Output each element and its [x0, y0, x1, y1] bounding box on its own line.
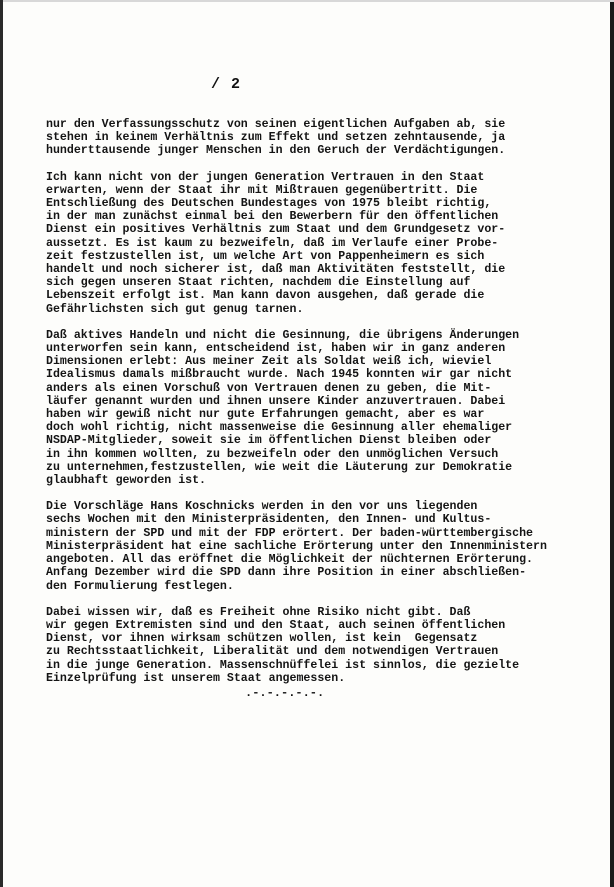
text-line: Die Vorschläge Hans Koschnicks werden in den vor uns liegenden: [46, 500, 478, 514]
text-line: Anfang Dezember wird die SPD dann ihre Position in einer abschließen-: [46, 566, 527, 580]
text-line: zeit festzustellen ist, um welche Art von Pappenheimern es sich: [46, 249, 485, 263]
text-line: sechs Wochen mit den Ministerpräsidenten, den Innen- und Kultus-: [46, 513, 492, 527]
text-line: Dienst ein positives Verhältnis zum Staat und dem Grundgesetz vor-: [46, 223, 506, 237]
text-line: nur den Verfassungsschutz von seinen eigentlichen Aufgaben ab, sie: [46, 118, 506, 131]
text-line: sich gegen unseren Staat richten, nachdem die Einstellung auf: [46, 276, 471, 290]
text-line: zu unternehmen,festzustellen, wie weit die Läuterung zur Demokratie: [46, 460, 513, 474]
text-line: Gefährlichsten sich gut genug tarnen.: [46, 302, 304, 316]
text-line: ministern der SPD und mit der FDP erörtert. Der baden-württembergische: [46, 526, 534, 540]
text-line: in ihn kommen wollten, zu bezweifeln oder den unmöglichen Versuch: [46, 447, 499, 461]
text-line: Idealismus damals mißbraucht wurde. Nach 1945 konnten wir gar nicht: [46, 368, 513, 382]
text-line: aussetzt. Es ist kaum zu bezweifeln, daß im Verlaufe einer Probe-: [46, 236, 499, 250]
end-of-document-mark: .-.-.-.-.-.: [245, 686, 325, 700]
text-line: glaubhaft geworden ist.: [46, 474, 207, 488]
text-line: hunderttausende junger Menschen in den Geruch der Verdächtigungen.: [46, 144, 506, 158]
page-number: / 2: [211, 76, 242, 93]
text-line: in die junge Generation. Massenschnüffelei ist sinnlos, die gezielte: [46, 658, 520, 672]
text-line: unterworfen sein kann, entscheidend ist, haben wir in ganz anderen: [46, 342, 506, 356]
text-line: Ministerpräsident hat eine sachliche Erörterung unter den Innenministern: [46, 539, 547, 553]
text-line: handelt und noch sicherer ist, daß man Aktivitäten feststellt, die: [46, 263, 506, 277]
text-line: wir gegen Extremisten sind und den Staat, auch seinen öffentlichen: [46, 618, 506, 632]
text-line: Entschließung des Deutschen Bundestages von 1975 bleibt richtig,: [46, 197, 492, 211]
text-line: haben wir gewiß nicht nur gute Erfahrungen gemacht, aber es war: [46, 408, 485, 422]
text-line: den Formulierung festlegen.: [46, 579, 234, 593]
paragraph-4: [46, 500, 591, 592]
text-line: läufer genannt wurden und ihnen unsere Kinder anzuvertrauen. Dabei: [46, 394, 506, 408]
text-line: Daß aktives Handeln und nicht die Gesinnung, die übrigens Änderungen: [46, 328, 520, 342]
document-body: [46, 118, 591, 698]
paragraph-5: [46, 606, 591, 685]
text-line: Dabei wissen wir, daß es Freiheit ohne Risiko nicht gibt. Daß: [46, 605, 471, 619]
paragraph-3: [46, 329, 591, 487]
text-line: Lebenszeit erfolgt ist. Man kann davon ausgehen, daß gerade die: [46, 289, 485, 303]
text-line: in der man zunächst einmal bei den Bewerbern für den öffentlichen: [46, 210, 499, 224]
text-line: angeboten. All das eröffnet die Möglichkeit der nüchternen Erörterung.: [46, 553, 534, 567]
paragraph-2: [46, 171, 591, 316]
text-line: zu Rechtsstaatlichkeit, Liberalität und dem notwendigen Vertrauen: [46, 645, 499, 659]
text-line: erwarten, wenn der Staat ihr mit Mißtrauen gegenübertritt. Die: [46, 183, 478, 197]
text-line: NSDAP-Mitglieder, soweit sie im öffentlichen Dienst bleiben oder: [46, 434, 492, 448]
text-line: anders als einen Vorschuß von Vertrauen denen zu geben, die Mit-: [46, 381, 492, 395]
text-line: stehen in keinem Verhältnis zum Effekt und setzen zehntausende, ja: [46, 131, 506, 145]
scan-top-edge: [3, 0, 614, 2]
text-line: doch wohl richtig, nicht massenweise die Gesinnung aller ehemaliger: [46, 421, 513, 435]
text-line: Einzelprüfung ist unserem Staat angemessen.: [46, 671, 346, 685]
text-line: Ich kann nicht von der jungen Generation Vertrauen in den Staat: [46, 170, 485, 184]
text-line: Dimensionen erlebt: Aus meiner Zeit als Soldat weiß ich, wieviel: [46, 355, 492, 369]
text-line: Dienst, vor ihnen wirksam schützen wollen, ist kein Gegensatz: [46, 632, 478, 646]
paragraph-1: [46, 118, 591, 158]
